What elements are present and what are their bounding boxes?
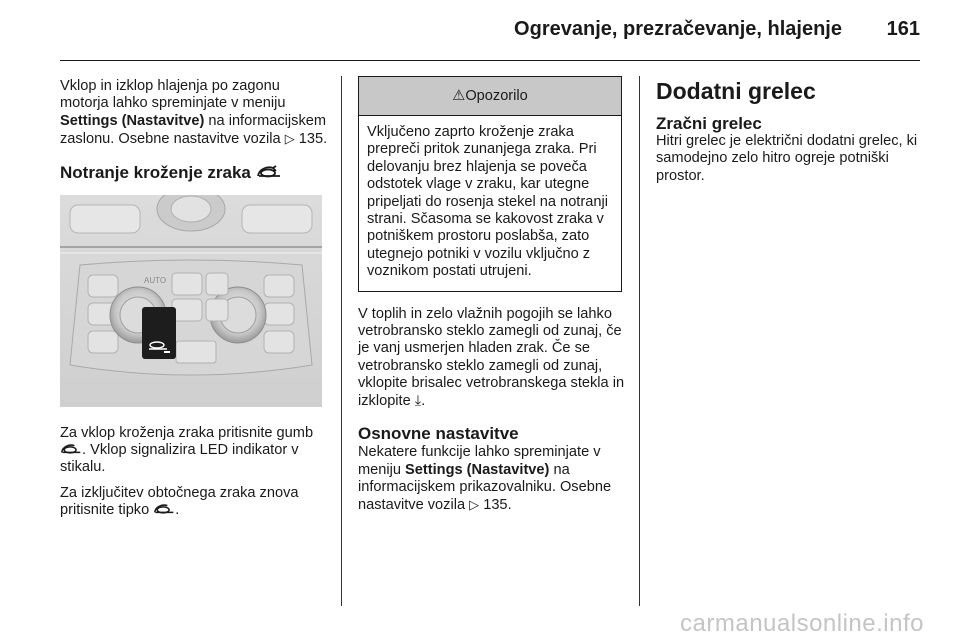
recirculation-icon [153, 503, 175, 515]
header-rule [60, 60, 920, 61]
warning-box [358, 76, 622, 292]
column-divider [639, 76, 640, 606]
climate-panel-illustration [60, 195, 322, 407]
page-title: Ogrevanje, prezračevanje, hlajenje [514, 18, 842, 40]
page-ref-icon: ▷ [469, 497, 480, 513]
recirculation-icon [60, 443, 82, 455]
highlighted-recirculation-button [142, 307, 176, 359]
column-right [656, 78, 924, 193]
section-heading-recirculation: Notranje kroženje zraka [60, 163, 328, 183]
page-ref-icon: ▷ [284, 131, 295, 147]
paragraph-basic-settings: Nekatere funkcije lahko spreminjate v meniju Settings (Nastavitve) na informacijskem prikazovalniku. Osebne nastavitve vozila ▷ 135. [358, 444, 612, 514]
paragraph-air-heater: Hitri grelec je električni dodatni grelec, ki samodejno zelo hitro ogreje potniški prostor. [656, 133, 918, 184]
climate-control-panel-photo [60, 195, 322, 407]
column-middle [358, 76, 628, 523]
recirculation-icon [256, 165, 282, 179]
section-heading-basic-settings: Osnovne nastavitve [358, 424, 519, 444]
column-left [60, 78, 328, 528]
settings-menu-label: Settings (Nastavitve) [60, 112, 205, 129]
paragraph-recirculation-on: Za vklop kroženja zraka pritisnite gumb . Vklop signalizira LED indikator v stikalu. [60, 424, 314, 476]
section-heading-auxiliary-heater: Dodatni grelec [656, 78, 816, 104]
warning-icon: ⚠ [452, 88, 466, 104]
watermark: carmanualsonline.info [680, 610, 924, 637]
page-number: 161 [886, 18, 920, 40]
ac-off-icon: ⤓ [414, 392, 422, 409]
intro-paragraph: Vklop in izklop hlajenja po zagonu motorja lahko spreminjate v meniju Settings (Nastavitve) na informacijskem zaslonu. Osebne nastavitve vozila ▷ 135. [60, 78, 328, 148]
paragraph-recirculation-off: Za izključitev obtočnega zraka znova pritisnite tipko . [60, 484, 299, 519]
settings-menu-label: Settings (Nastavitve) [405, 461, 550, 478]
subheading-air-heater: Zračni grelec [656, 114, 762, 133]
page-header [0, 0, 960, 62]
paragraph-windscreen-fog: V toplih in zelo vlažnih pogojih se lahko vetrobransko steklo zamegli od zunaj, če je vanj usmerjen hladen zrak. Če se vetrobransko steklo zamegli od zunaj, vklopite brisalec vetrobranskega stekla in izklopite ⤓. [358, 305, 625, 409]
warning-text: Vključeno zaprto kroženje zraka prepreči pritok zunanjega zraka. Pri delovanju brez hlajenja se poveča odstotek vlage v zraku, kar utegne pripeljati do rosenja stekel na notranji strani. Sčasoma se kakovost zraka v potniškem prostoru poslabša, zato utegnejo potniki v vozilu vključno z voznikom postati utrujeni. [367, 124, 608, 280]
warning-header: ⚠Opozorilo [359, 77, 621, 116]
auto-label: AUTO [144, 275, 167, 285]
column-divider [341, 76, 342, 606]
